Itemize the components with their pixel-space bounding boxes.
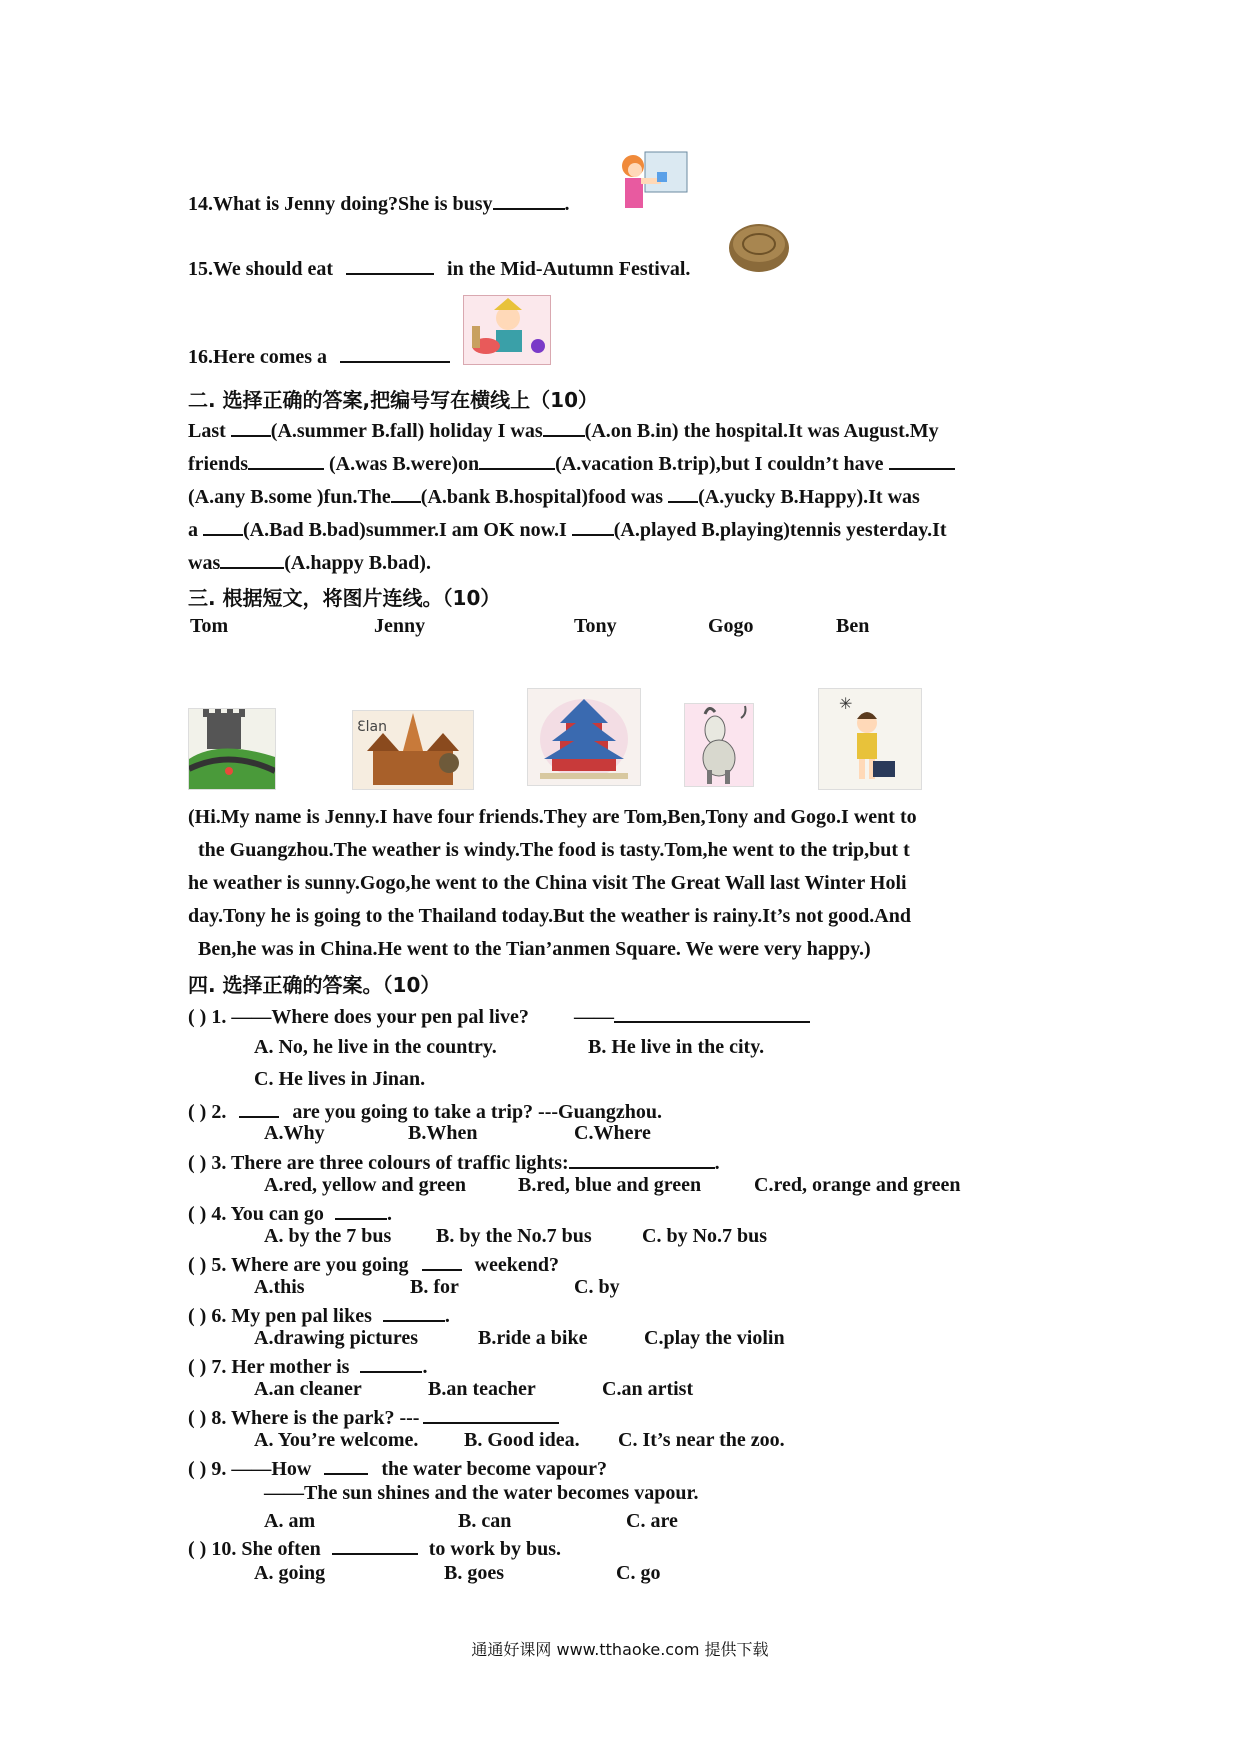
temple-of-heaven-icon[interactable] [527, 688, 641, 786]
page-footer: 通通好课网 www.tthaoke.com 提供下载 [471, 1640, 769, 1659]
question-16 [188, 343, 450, 369]
question-stem: ( ) 5. Where are you going [188, 1254, 409, 1276]
passage-text: (A.bank B.hospital)food was [420, 486, 664, 508]
section-2-line-5 [188, 549, 431, 575]
option-b[interactable]: B.When [408, 1122, 478, 1144]
option-b[interactable]: B.ride a bike [478, 1327, 588, 1349]
passage-text: Last [188, 420, 226, 442]
question-stem: ( ) 10. She often [188, 1538, 321, 1560]
section-2-line-1 [188, 417, 939, 443]
option-c[interactable]: C. are [626, 1510, 678, 1532]
section-3-passage [188, 801, 1056, 966]
clown-on-horse-icon [463, 295, 551, 365]
question-stem: ( ) 6. My pen pal likes [188, 1305, 372, 1327]
passage-text: (A.summer B.fall) holiday I was [270, 420, 543, 442]
option-b[interactable]: B. He live in the city. [588, 1036, 765, 1058]
svg-text:✳: ✳ [839, 694, 853, 713]
question-stem: ( ) 9. ——How [188, 1458, 312, 1480]
option-c[interactable]: C. by [574, 1276, 620, 1298]
question-4-3 [188, 1149, 720, 1175]
mooncake-icon [725, 218, 793, 274]
option-a[interactable]: A.this [254, 1276, 305, 1298]
option-a[interactable]: A. going [254, 1562, 326, 1584]
question-stem-end: weekend? [474, 1254, 559, 1276]
section-2-line-3 [188, 483, 920, 509]
option-a[interactable]: A. by the 7 bus [264, 1225, 392, 1247]
option-c[interactable]: C. go [616, 1562, 661, 1584]
name-gogo[interactable]: Gogo [708, 615, 754, 637]
question-stem: ( ) 8. Where is the park? --- [188, 1407, 420, 1429]
name-ben[interactable]: Ben [836, 615, 870, 637]
question-4-9 [188, 1455, 607, 1481]
option-c[interactable]: C.an artist [602, 1378, 694, 1400]
question-14-end: . [564, 193, 570, 215]
question-stem: ( ) 7. Her mother is [188, 1356, 350, 1378]
answer-blank[interactable] [479, 450, 555, 470]
passage-text: (A.yucky B.Happy).It was [698, 486, 920, 508]
svg-text:Ɛlan: Ɛlan [357, 719, 387, 735]
option-a[interactable]: A. am [264, 1510, 316, 1532]
answer-blank[interactable] [614, 1003, 810, 1023]
answer-blank[interactable] [248, 450, 324, 470]
answer-blank[interactable] [346, 255, 434, 275]
passage-line: Ben,he was in China.He went to the Tian’anmen Square. We were very happy.) [198, 938, 871, 960]
question-4-9-response: ——The sun shines and the water becomes vapour. [264, 1482, 699, 1504]
answer-blank[interactable] [383, 1302, 445, 1322]
passage-text: (A.was B.were)on [329, 453, 480, 475]
answer-blank[interactable] [220, 549, 284, 569]
girl-with-suitcase-icon[interactable] [818, 688, 922, 790]
question-stem: ( ) 2. [188, 1101, 227, 1123]
question-4-7 [188, 1353, 427, 1379]
option-c[interactable]: C.play the violin [644, 1327, 785, 1349]
question-stem-end: are you going to take a trip? ---Guangzhou. [292, 1101, 662, 1123]
option-a[interactable]: A. You’re welcome. [254, 1429, 419, 1451]
question-end: . [444, 1305, 450, 1327]
passage-line: he weather is sunny.Gogo,he went to the China visit The Great Wall last Winter Holi [188, 872, 907, 894]
name-tom[interactable]: Tom [190, 615, 229, 637]
passage-text: (A.on B.in) the hospital.It was August.My [584, 420, 939, 442]
option-c[interactable]: C.Where [574, 1122, 651, 1144]
question-4-4 [188, 1200, 392, 1226]
option-a[interactable]: A.red, yellow and green [264, 1174, 467, 1196]
option-a[interactable]: A.Why [264, 1122, 325, 1144]
section-2-heading: 二. 选择正确的答案,把编号写在横线上（10） [188, 388, 598, 412]
answer-blank[interactable] [391, 483, 421, 503]
question-end: . [714, 1152, 720, 1174]
option-c[interactable]: C.red, orange and green [754, 1174, 961, 1196]
option-a[interactable]: A. No, he live in the country. [254, 1036, 497, 1058]
answer-dash: —— [573, 1006, 614, 1028]
answer-blank[interactable] [889, 450, 955, 470]
question-stem: ( ) 1. ——Where does your pen pal live? [188, 1006, 529, 1028]
section-2-line-2 [188, 450, 955, 476]
answer-blank[interactable] [423, 1404, 559, 1424]
option-c[interactable]: C. He lives in Jinan. [254, 1068, 426, 1090]
section-2-line-4 [188, 516, 947, 542]
section-4-heading: 四. 选择正确的答案。（10） [188, 973, 441, 997]
option-c[interactable]: C. It’s near the zoo. [618, 1429, 785, 1451]
question-4-8 [188, 1404, 559, 1430]
answer-blank[interactable] [231, 417, 271, 437]
passage-text: a [188, 519, 198, 541]
passage-text: (A.any B.some )fun.The [188, 486, 391, 508]
answer-blank[interactable] [332, 1535, 418, 1555]
question-15-text: 15.We should eat [188, 258, 334, 280]
question-4-6 [188, 1302, 450, 1328]
option-b[interactable]: B.an teacher [428, 1378, 536, 1400]
answer-blank[interactable] [668, 483, 698, 503]
question-4-1 [188, 1003, 810, 1029]
answer-blank[interactable] [335, 1200, 387, 1220]
passage-text: friends [188, 453, 248, 475]
option-b[interactable]: B.red, blue and green [518, 1174, 702, 1196]
passage-line: the Guangzhou.The weather is windy.The food is tasty.Tom,he went to the trip,but t [198, 839, 910, 861]
name-jenny[interactable]: Jenny [374, 615, 426, 637]
answer-blank[interactable] [422, 1251, 462, 1271]
question-stem: ( ) 4. You can go [188, 1203, 324, 1225]
question-4-2 [188, 1098, 662, 1124]
question-end: . [422, 1356, 428, 1378]
question-end: . [386, 1203, 392, 1225]
question-4-10 [188, 1535, 561, 1561]
answer-blank[interactable] [543, 417, 585, 437]
answer-blank[interactable] [569, 1149, 715, 1169]
option-a[interactable]: A.an cleaner [254, 1378, 362, 1400]
passage-text: (A.played B.playing)tennis yesterday.It [613, 519, 947, 541]
passage-text: (A.happy B.bad). [284, 552, 431, 574]
option-b[interactable]: B. goes [444, 1562, 504, 1584]
question-15-text-end: in the Mid-Autumn Festival. [447, 258, 691, 280]
question-16-text: 16.Here comes a [188, 346, 328, 368]
section-3-heading: 三. 根据短文，将图片连线。（10） [188, 586, 501, 610]
option-c[interactable]: C. by No.7 bus [642, 1225, 768, 1247]
girl-cleaning-window-icon [605, 150, 689, 210]
passage-line: (Hi.My name is Jenny.I have four friends.They are Tom,Ben,Tony and Gogo.I went to [188, 806, 917, 828]
answer-blank[interactable] [239, 1098, 279, 1118]
question-15 [188, 255, 690, 281]
option-b[interactable]: B. can [458, 1510, 512, 1532]
answer-blank[interactable] [360, 1353, 422, 1373]
goat-icon[interactable] [684, 703, 754, 787]
passage-text: (A.vacation B.trip),but I couldn’t have [555, 453, 884, 475]
question-4-5 [188, 1251, 559, 1277]
great-wall-icon[interactable] [188, 708, 276, 790]
question-stem: ( ) 3. There are three colours of traffic lights: [188, 1152, 569, 1174]
question-stem-end: the water become vapour? [381, 1458, 608, 1480]
thailand-temple-icon[interactable] [352, 710, 474, 790]
answer-blank[interactable] [493, 190, 565, 210]
name-tony[interactable]: Tony [574, 615, 617, 637]
answer-blank[interactable] [340, 343, 450, 363]
passage-line: day.Tony he is going to the Thailand today.But the weather is rainy.It’s not good.And [188, 905, 911, 927]
option-b[interactable]: B. Good idea. [464, 1429, 580, 1451]
answer-blank[interactable] [203, 516, 243, 536]
answer-blank[interactable] [324, 1455, 368, 1475]
question-stem-end: to work by bus. [428, 1538, 562, 1560]
answer-blank[interactable] [572, 516, 614, 536]
question-14-text: 14.What is Jenny doing?She is busy [188, 193, 493, 215]
option-a[interactable]: A.drawing pictures [254, 1327, 419, 1349]
question-14 [188, 190, 570, 216]
option-b[interactable]: B. by the No.7 bus [436, 1225, 592, 1247]
option-b[interactable]: B. for [410, 1276, 459, 1298]
passage-text: (A.Bad B.bad)summer.I am OK now.I [243, 519, 567, 541]
passage-text: was [188, 552, 221, 574]
